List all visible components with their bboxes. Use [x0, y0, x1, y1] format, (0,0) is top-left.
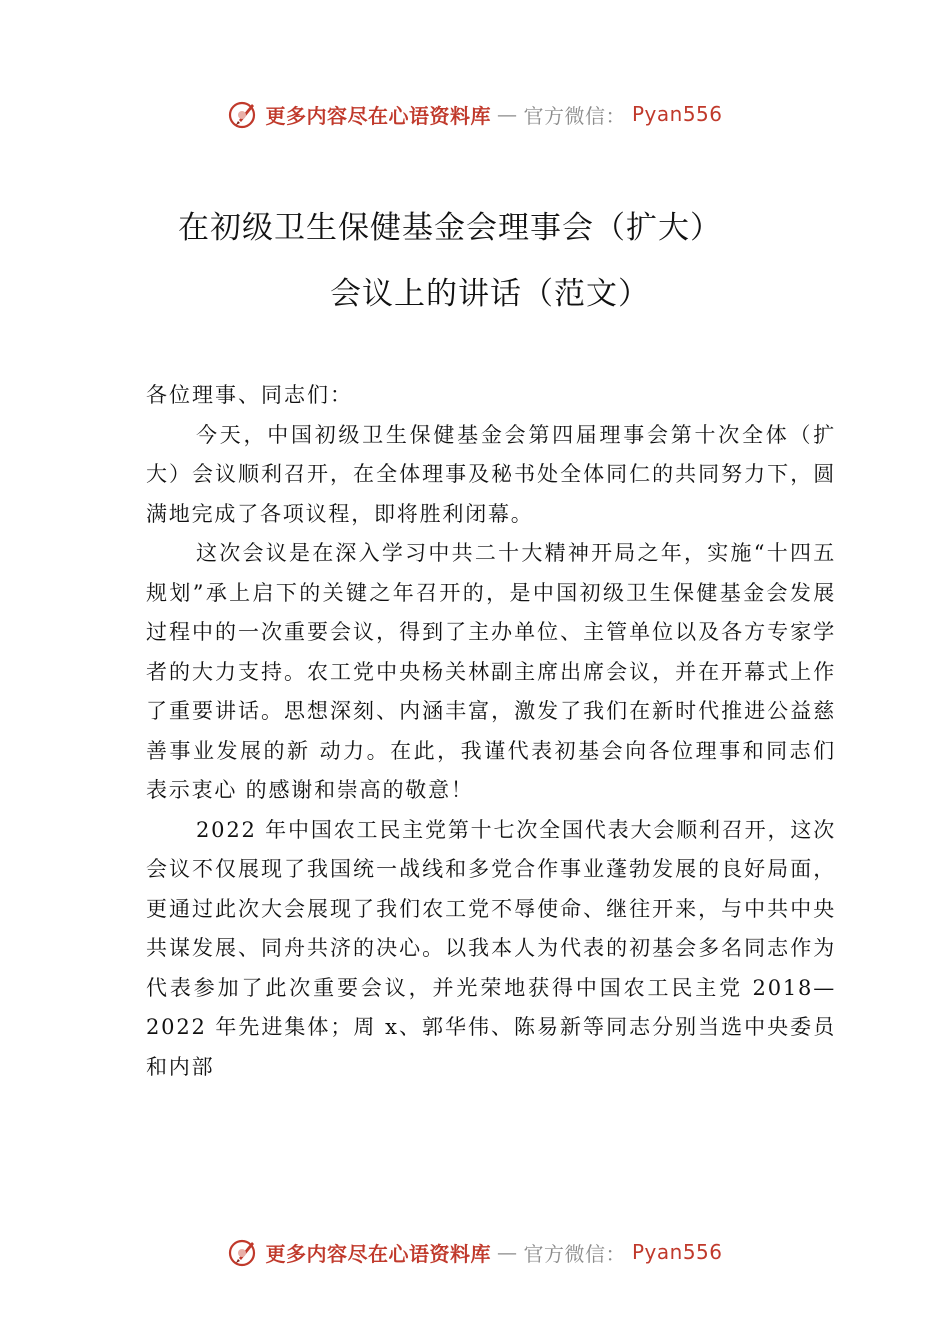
- watermark-wechat-id: Pyan556: [631, 1240, 723, 1264]
- header-watermark: [0, 94, 950, 134]
- document-title-line-2: 会议上的讲话（范文）: [330, 276, 650, 312]
- document-title-line-1: 在初级卫生保健基金会理事会（扩大）: [178, 210, 722, 246]
- paragraph-2: 这次会议是在深入学习中共二十大精神开局之年，实施“十四五规划”承上启下的关键之年召开的，是中国初级卫生保健基金会发展过程中的一次重要会议，得到了主办单位、主管单位以及各方专家学者的大力支持。农工党中央杨关林副主席出席会议，并在开幕式上作了重要讲话。思想深刻、内涵丰富，激发了我们在新时代推进公益慈善事业发展的新 动力。在此，我谨代表初基会向各位理事和同志们表示衷心 的感谢和崇高的敬意！: [146, 541, 836, 802]
- paragraph-3: 2022 年中国农工民主党第十七次全国代表大会顺利召开，这次会议不仅展现了我国统一战线和多党合作事业蓬勃发展的良好局面，更通过此次大会展现了我们农工党不辱使命、继往开来，与中共中央共谋发展、同舟共济的决心。以我本人为代表的初基会多名同志作为代表参加了此次重要会议，并光荣地获得中国农工民主党 2018—2022 年先进集体；周 x、郭华伟、陈易新等同志分别当选中央委员和内部: [146, 817, 836, 1079]
- watermark-wechat-id: Pyan556: [631, 102, 723, 126]
- watermark-label: 官方微信：: [523, 1241, 626, 1266]
- document-body: [146, 376, 836, 1087]
- greeting: 各位理事、同志们：: [146, 383, 353, 407]
- watermark-separator: —: [496, 102, 518, 126]
- footer-watermark: [0, 1232, 950, 1272]
- watermark-separator: —: [496, 1240, 518, 1264]
- quill-pen-circle-icon: [227, 1236, 259, 1268]
- watermark-main-text: 更多内容尽在心语资料库: [265, 103, 491, 128]
- paragraph-1: 今天，中国初级卫生保健基金会第四届理事会第十次全体（扩大）会议顺利召开，在全体理事及秘书处全体同仁的共同努力下，圆满地完成了各项议程，即将胜利闭幕。: [146, 422, 836, 526]
- quill-pen-circle-icon: [227, 98, 259, 130]
- watermark-main-text: 更多内容尽在心语资料库: [265, 1241, 491, 1266]
- watermark-label: 官方微信：: [523, 103, 626, 128]
